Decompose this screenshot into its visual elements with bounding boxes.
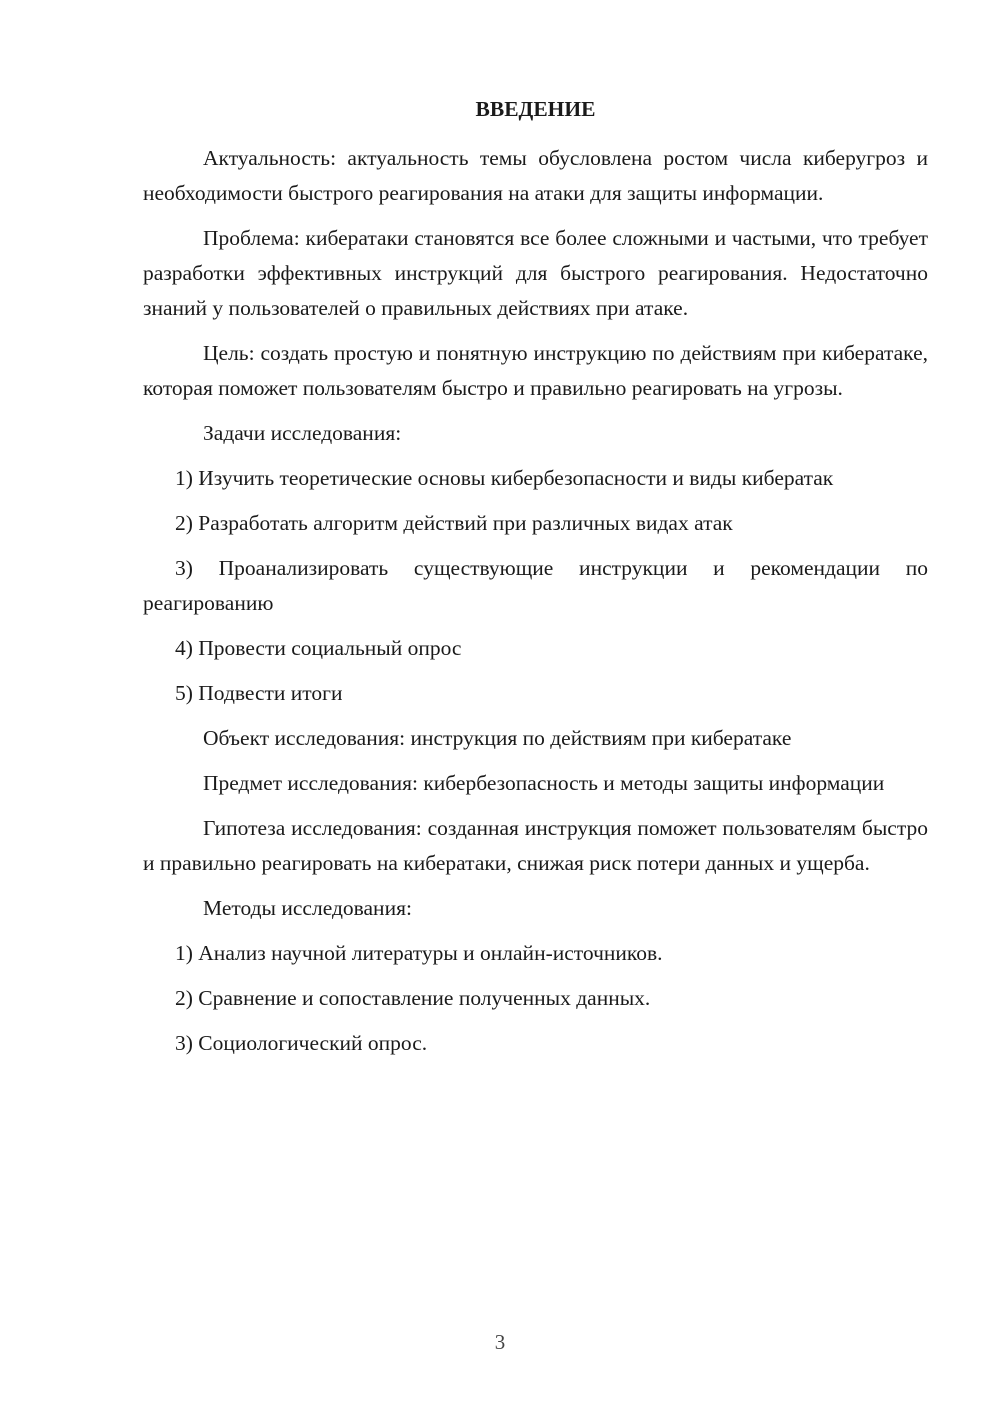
method-item-3: 3) Социологический опрос. bbox=[175, 1031, 428, 1055]
tasks-heading: Задачи исследования: bbox=[203, 421, 402, 445]
section-title: ВВЕДЕНИЕ bbox=[475, 97, 596, 121]
object-paragraph: Объект исследования: инструкция по действиям при кибератаке bbox=[203, 726, 792, 750]
subject-paragraph: Предмет исследования: кибербезопасность и методы защиты информации bbox=[203, 771, 885, 795]
method-item-2: 2) Сравнение и сопоставление полученных данных. bbox=[175, 986, 651, 1010]
method-item-1: 1) Анализ научной литературы и онлайн-источников. bbox=[175, 941, 663, 965]
hypothesis-paragraph: Гипотеза исследования: созданная инструкция поможет пользователям быстро и правильно реагировать на кибератаки, снижая риск потери данных и ущерба. bbox=[143, 816, 928, 875]
problem-paragraph: Проблема: кибератаки становятся все более сложными и частыми, что требует разработки эффективных инструкций для быстрого реагирования. Недостаточно знаний у пользователей о правильных действиях при атаке. bbox=[143, 226, 928, 320]
task-item-5: 5) Подвести итоги bbox=[175, 681, 343, 705]
task-item-1: 1) Изучить теоретические основы кибербезопасности и виды кибератак bbox=[175, 466, 834, 490]
relevance-paragraph: Актуальность: актуальность темы обусловлена ростом числа киберугроз и необходимости быстрого реагирования на атаки для защиты информации. bbox=[143, 146, 928, 205]
methods-heading: Методы исследования: bbox=[203, 896, 412, 920]
task-item-2: 2) Разработать алгоритм действий при различных видах атак bbox=[175, 511, 733, 535]
page-number: 3 bbox=[494, 1330, 506, 1354]
document-page bbox=[143, 92, 928, 1071]
goal-paragraph: Цель: создать простую и понятную инструкцию по действиям при кибератаке, которая поможет пользователям быстро и правильно реагировать на угрозы. bbox=[143, 341, 928, 400]
task-item-4: 4) Провести социальный опрос bbox=[175, 636, 462, 660]
task-item-3: 3) Проанализировать существующие инструкции и рекомендации по реагированию bbox=[143, 556, 928, 615]
